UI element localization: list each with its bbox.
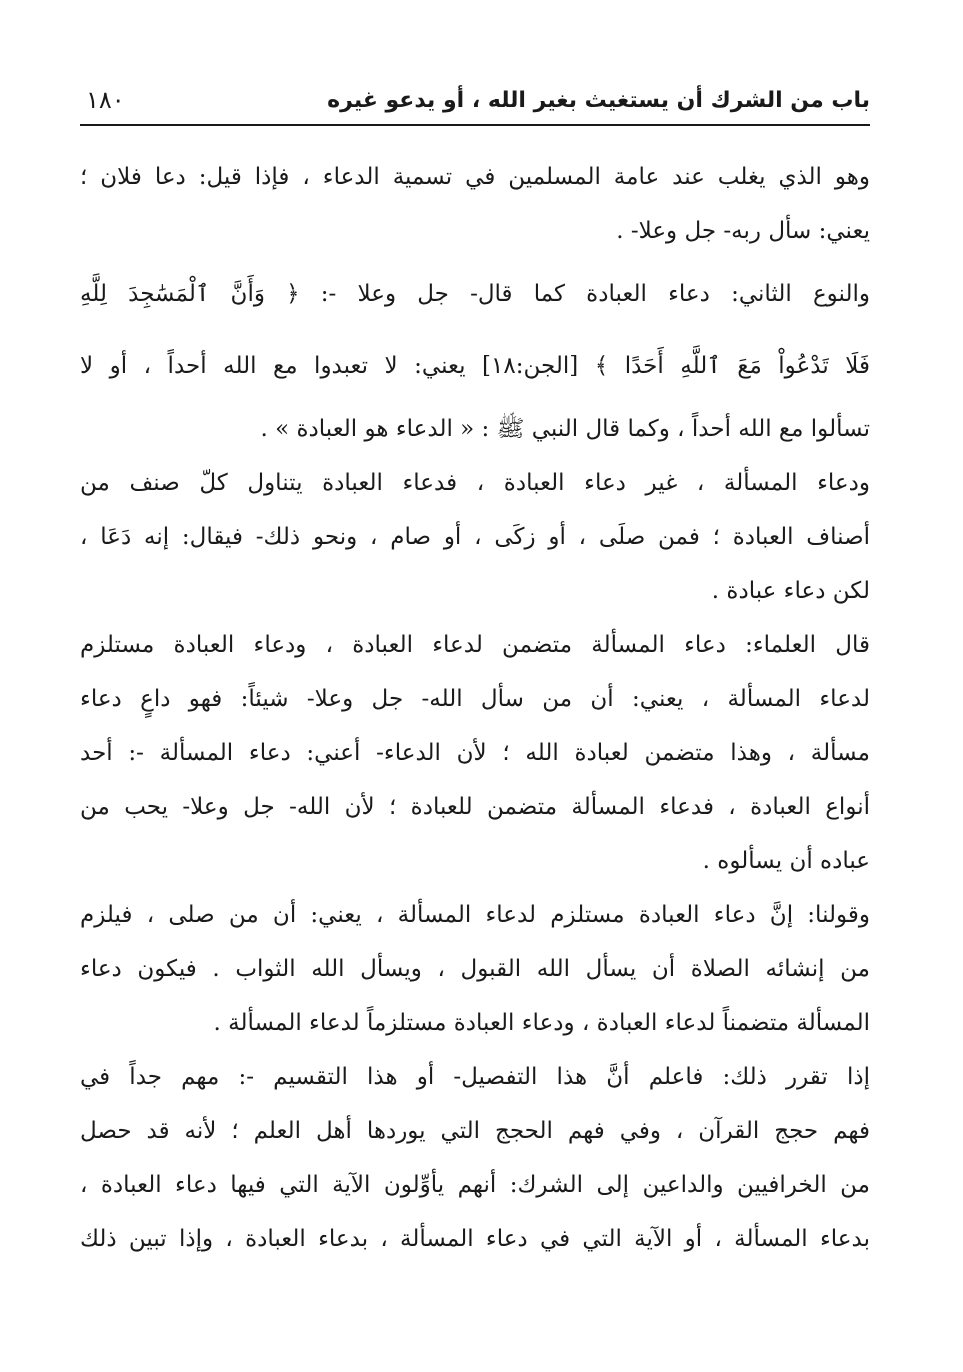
text-line: وقولنا: إنَّ دعاء العبادة مستلزم لدعاء المسألة ، يعني: أن من صلى ، فيلزم (80, 902, 870, 928)
text-line: المسألة متضمناً لدعاء العبادة ، ودعاء العبادة مستلزماً لدعاء المسألة . (213, 1010, 870, 1036)
chapter-title: باب من الشرك أن يستغيث بغير الله ، أو يدعو غيره (327, 88, 870, 113)
text-line: تسألوا مع الله أحداً ، وكما قال النبي ﷺ : « الدعاء هو العبادة » . (260, 416, 870, 442)
paragraph (80, 456, 870, 618)
text-line: وهو الذي يغلب عند عامة المسلمين في تسمية الدعاء ، فإذا قيل: دعا فلان ؛ (80, 164, 870, 190)
paragraph (80, 618, 870, 888)
header-rule (80, 124, 870, 126)
text-line: ودعاء المسألة ، غير دعاء العبادة ، فدعاء العبادة يتناول كلّ صنف من (80, 470, 870, 496)
text-line: من الخرافيين والداعين إلى الشرك: أنهم يأوِّلون الآية التي فيها دعاء العبادة ، (80, 1172, 870, 1198)
text-line: فَلَا تَدْعُواْ مَعَ ٱللَّهِ أَحَدًا ﴾ [الجن:١٨] يعني: لا تعبدوا مع الله أحداً ، أو لا (80, 353, 870, 379)
text-line: عباده أن يسألوه . (702, 848, 870, 874)
paragraph (80, 888, 870, 1050)
text-line: بدعاء المسألة ، أو الآية التي في دعاء المسألة ، بدعاء العبادة ، وإذا تبين ذلك (80, 1226, 870, 1252)
text-line: لدعاء المسألة ، يعني: أن من سأل الله- جل وعلا- شيئاً: فهو داعٍ دعاء (80, 686, 870, 712)
paragraph (80, 150, 870, 258)
paragraph (80, 258, 870, 456)
text-line: فهم حجج القرآن ، وفي فهم الحجج التي يوردها أهل العلم ؛ لأنه قد حصل (80, 1118, 870, 1144)
text-line: والنوع الثاني: دعاء العبادة كما قال- جل وعلا -: ﴿ وَأَنَّ ٱلْمَسَٰجِدَ لِلَّهِ (80, 281, 870, 307)
page-header (80, 84, 870, 124)
text-line: لكن دعاء عبادة . (711, 578, 870, 604)
text-line: أنواع العبادة ، فدعاء المسألة متضمن للعبادة ؛ لأن الله- جل وعلا- يحب من (80, 794, 870, 820)
paragraph (80, 1050, 870, 1266)
body-text (80, 150, 870, 1266)
text-line: من إنشائه الصلاة أن يسأل الله القبول ، ويسأل الله الثواب . فيكون دعاء (80, 956, 870, 982)
text-line: قال العلماء: دعاء المسألة متضمن لدعاء العبادة ، ودعاء العبادة مستلزم (80, 632, 870, 658)
page-number: ١٨٠ (86, 86, 125, 114)
text-line: مسألة ، وهذا متضمن لعبادة الله ؛ لأن الدعاء- أعني: دعاء المسألة -: أحد (80, 740, 870, 766)
text-line: أصناف العبادة ؛ فمن صلَى ، أو زكَى ، أو صام ، ونحو ذلك- فيقال: إنه دَعَا ، (80, 524, 870, 550)
text-line: إذا تقرر ذلك: فاعلم أنَّ هذا التفصيل- أو هذا التقسيم -: مهم جداً في (80, 1064, 870, 1090)
text-line: يعني: سأل ربه- جل وعلا- . (616, 218, 870, 244)
